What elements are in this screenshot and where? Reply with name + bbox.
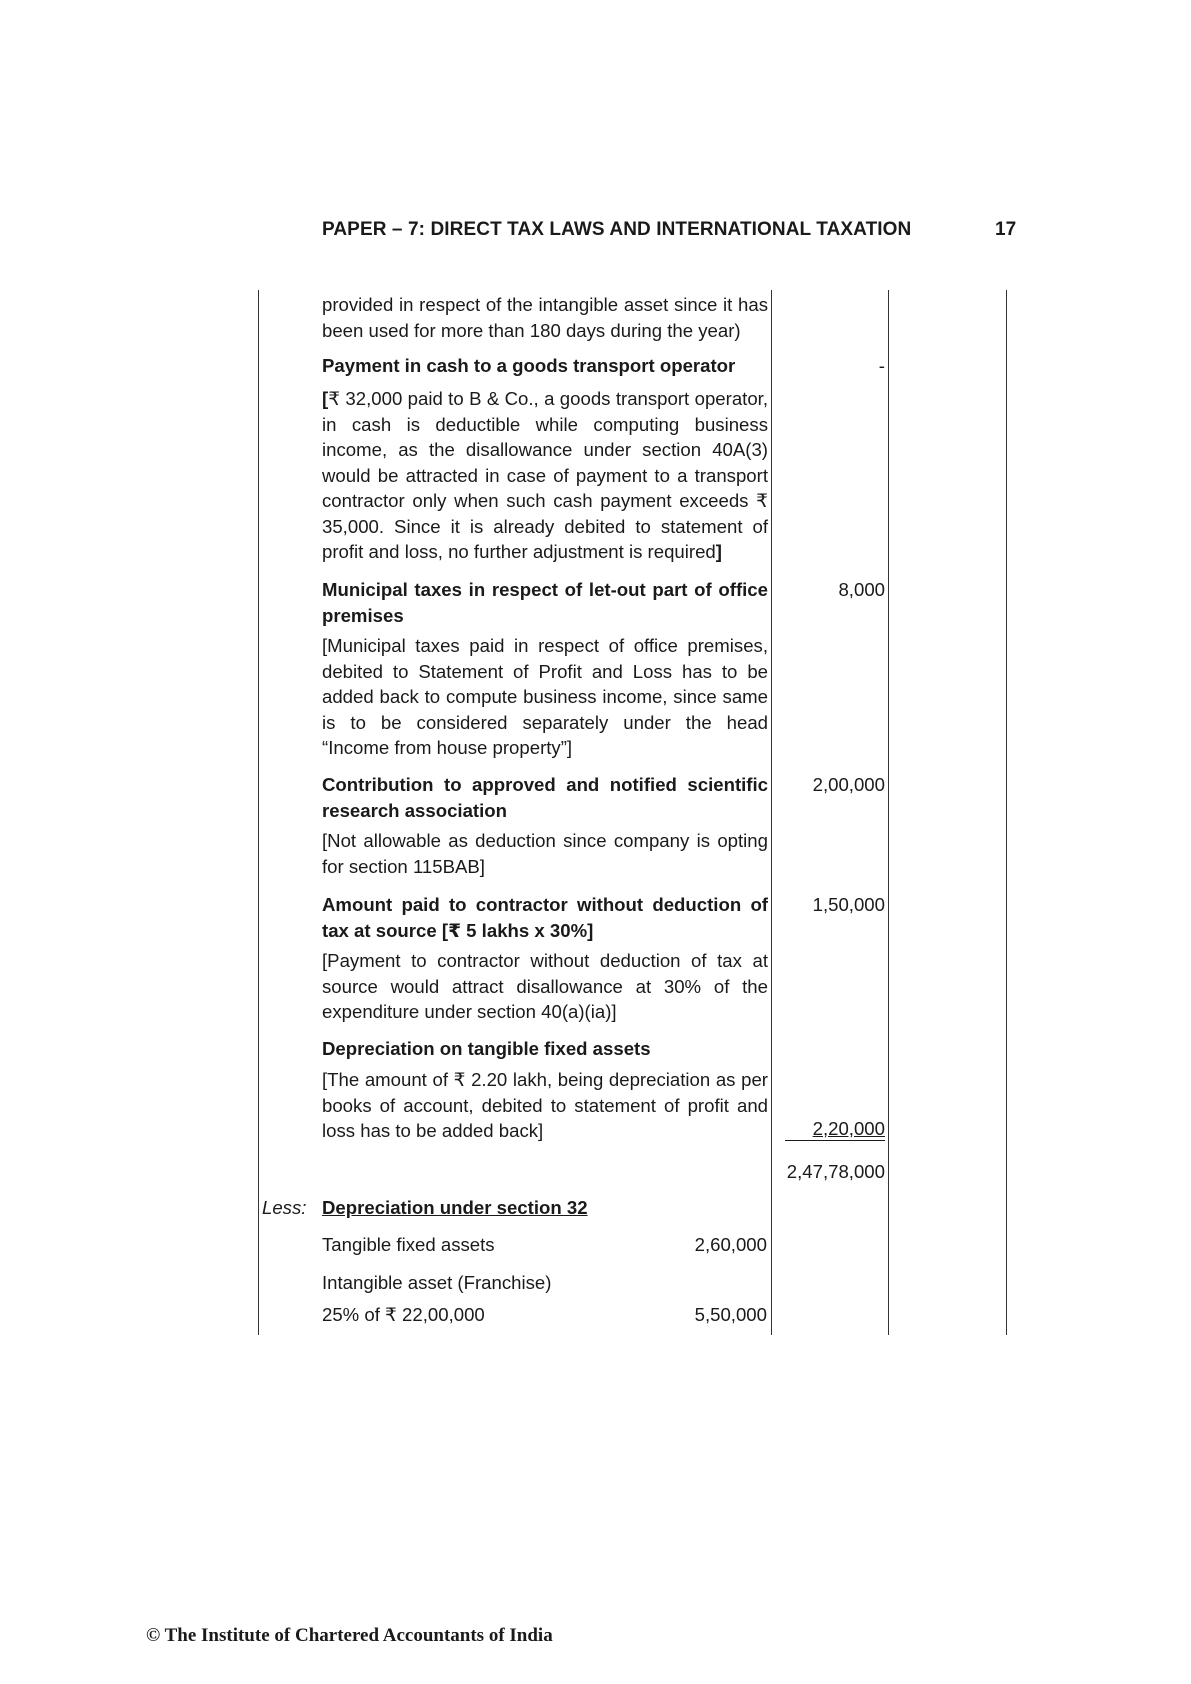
intangible-asset-label: Intangible asset (Franchise) [322, 1272, 552, 1293]
bracket-open: [ [322, 388, 329, 409]
less-label: Less: [262, 1197, 307, 1218]
cash-payment-note [322, 386, 768, 565]
cash-payment-heading: Payment in cash to a goods transport operator [322, 355, 736, 376]
table-rule-mid [771, 290, 772, 1335]
contractor-note: [Payment to contractor without deduction of tax at source would attract disallowance at 30% of the expenditure under section 40(a)(ia)] [322, 950, 768, 1022]
research-amount: 2,00,000 [812, 774, 885, 795]
municipal-note: [Municipal taxes paid in respect of office premises, debited to Statement of Profit and Loss has to be added back to compute business income, since same is to be considered separately under the head “Income from house property”] [322, 635, 768, 758]
depreciation-note: [The amount of ₹ 2.20 lakh, being depreciation as per books of account, debited to statement of profit and loss has to be added back] [322, 1069, 768, 1141]
research-heading: Contribution to approved and notified scientific research association [322, 774, 768, 821]
tangible-assets-label: Tangible fixed assets [322, 1234, 495, 1255]
municipal-heading: Municipal taxes in respect of let-out part of office premises [322, 579, 768, 626]
tangible-assets-amount: 2,60,000 [694, 1234, 767, 1255]
cash-payment-note-body: ₹ 32,000 paid to B & Co., a goods transport operator, in cash is deductible while computing business income, as the disallowance under section 40A(3) would be attracted in case of payment to a transport contractor only when such cash payment exceeds ₹ 35,000. Since it is already debited to statement of profit and loss, no further adjustment is required [322, 388, 768, 562]
bracket-close: ] [715, 541, 722, 562]
intro-note: provided in respect of the intangible asset since it has been used for more than 180 days during the year) [322, 294, 768, 341]
table-rule-right-outer [1006, 290, 1007, 1335]
municipal-amount: 8,000 [838, 579, 885, 600]
depreciation-amount: 2,20,000 [812, 1118, 885, 1139]
intangible-asset-calc: 25% of ₹ 22,00,000 [322, 1304, 485, 1325]
contractor-amount: 1,50,000 [812, 894, 885, 915]
intangible-asset-amount: 5,50,000 [694, 1304, 767, 1325]
table-rule-left [258, 290, 259, 1335]
depreciation-heading: Depreciation on tangible fixed assets [322, 1038, 651, 1059]
less-heading: Depreciation under section 32 [322, 1197, 588, 1218]
contractor-heading: Amount paid to contractor without deduction of tax at source [₹ 5 lakhs x 30%] [322, 894, 768, 941]
cash-payment-amount: - [878, 355, 885, 376]
page-number: 17 [995, 219, 1017, 240]
footer-copyright: © The Institute of Chartered Accountants of India [146, 1625, 553, 1646]
subtotal-amount: 2,47,78,000 [786, 1161, 885, 1182]
table-rule-right-inner [888, 290, 889, 1335]
research-note: [Not allowable as deduction since company is opting for section 115BAB] [322, 830, 768, 877]
page-header-title: PAPER – 7: DIRECT TAX LAWS AND INTERNATIONAL TAXATION [322, 219, 912, 240]
